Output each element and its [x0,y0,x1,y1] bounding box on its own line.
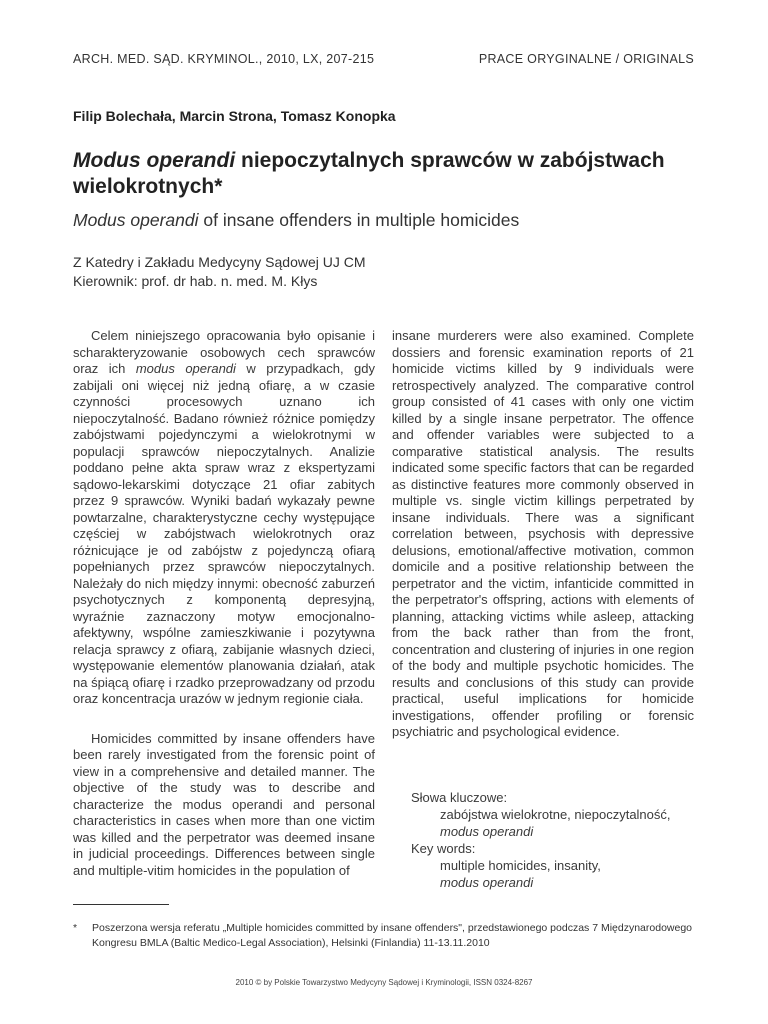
subtitle-rest: of insane offenders in multiple homicides [198,210,520,230]
keywords-en-italic: modus operandi [440,875,534,890]
abstract-english-part1: Homicides committed by insane offenders have been rarely investigated from the forensic point of view in a comprehensive and detailed manner. The objective of the study was to describe and characterize the modus operandi and personal characteristics in cases when more than one victim was killed and the perpetrator was deemed insane in judicial proceedings. Differences between single and multiple-vitim homicides in the population of [73,730,375,878]
title-rest: niepoczytalnych sprawców w zabójstwach wielokrotnych* [73,149,665,198]
copyright-notice: 2010 © by Polskie Towarzystwo Medycyny Sądowej i Kryminologii, ISSN 0324-8267 [235,978,533,987]
abstract-pl-text-1: Celem niniejszego opracowania było opisanie i scharakteryzowanie osobowych cech sprawców oraz ich [73,328,375,376]
authors: Filip Bolechała, Marcin Strona, Tomasz Konopka [73,108,396,124]
keywords-pl-terms: zabójstwa wielokrotne, niepoczytalność, [440,807,671,822]
subtitle-italic: Modus operandi [73,210,199,230]
left-column [73,328,375,879]
keywords-block [411,789,701,891]
article-subtitle [73,209,693,231]
keywords-en-italic-line [411,874,701,891]
affiliation-department: Z Katedry i Zakładu Medycyny Sądowej UJ CM [73,254,366,270]
journal-citation: ARCH. MED. SĄD. KRYMINOL., 2010, LX, 207-215 [73,52,375,66]
abstract-pl-text-2: w przypadkach, gdy zabijali oni więcej niż jedną ofiarę, a w czasie czynności procesowych uznano ich niepoczytalność. Badano również różnice pomiędzy zabójstwami pojedynczymi a wielokrotnymi w populacji sprawców niepoczytalnych. Analizie poddano pełne akta spraw wraz z ekspertyzami sądowo-lekarskimi dotyczące 21 ofiar zabitych przez 9 sprawców. Wyniki badań wykazały pewne powtarzalne, charakterystyczne cechy występujące częściej w zabójstwach wielokrotnych oraz różnicujące je od zabójstw z pojedynczą ofiarą popełnianych przez sprawców niepoczytalnych. Należały do nich między innymi: obecność zaburzeń psychotycznych z komponentą depresyjną, wyraźnie zaznaczony motyw emocjonalno-afektywny, wspólne zamieszkiwanie i pozytywna relacja sprawcy z ofiarą, zabijanie własnych dzieci, występowanie elementów planowania działań, atak na śpiącą ofiarę i rzadko przeprowadzany od przodu oraz koncentracja urazów w jednym regionie ciała. [73,361,375,706]
footnote-divider [73,904,169,905]
footnote-text: Poszerzona wersja referatu „Multiple homicides committed by insane offenders", przedstawionego podczas 7 Międzynarodowego Kongresu BMLA (Baltic Medico-Legal Association), Helsinki (Finlandia) 11-13.11.2010 [92,922,693,949]
affiliation-head: Kierownik: prof. dr hab. n. med. M. Kłys [73,273,318,289]
title-italic: Modus operandi [73,149,236,172]
footnote-mark: * [73,922,78,934]
footnote [73,921,703,950]
abstract-pl-italic: modus operandi [135,361,236,376]
keywords-pl-label: Słowa kluczowe: [411,790,508,805]
keywords-pl-italic: modus operandi [440,824,534,839]
keywords-en-terms: multiple homicides, insanity, [440,858,601,873]
section-label: PRACE ORYGINALNE / ORIGINALS [478,52,694,66]
keywords-en-label: Key words: [411,841,476,856]
keywords-pl-italic-line [411,823,701,840]
affiliation [73,253,366,291]
article-title [73,148,693,200]
right-column [392,328,694,741]
abstract-english-part2: insane murderers were also examined. Complete dossiers and forensic examination reports of 21 homicide victims killed by 9 individuals were retrospectively analyzed. The comparative control group consisted of 41 cases with only one victim killed by a single insane perpetrator. The offence and offender variables were subjected to a comparative statistical analysis. The results indicated some specific factors that can be regarded as distinctive features more commonly observed in multiple vs. single victim killings perpetrated by insane individuals. There was a significant correlation between, psychosis with depressive delusions, emotional/affective motivation, common domicile and a positive relationship between the perpetrator and the victim, infanticide committed in the perpetrator's offspring, actions with elements of planning, attacking victims while asleep, attacking from the back rather than from the front, concentration and clustering of injuries in one region of the body and multiple psychotic homicides. The results and conclusions of this study can provide practical, useful implications for homicide investigations, offender profiling or forensic psychiatric and psychological evidence. [392,328,694,739]
abstract-polish [73,328,375,708]
